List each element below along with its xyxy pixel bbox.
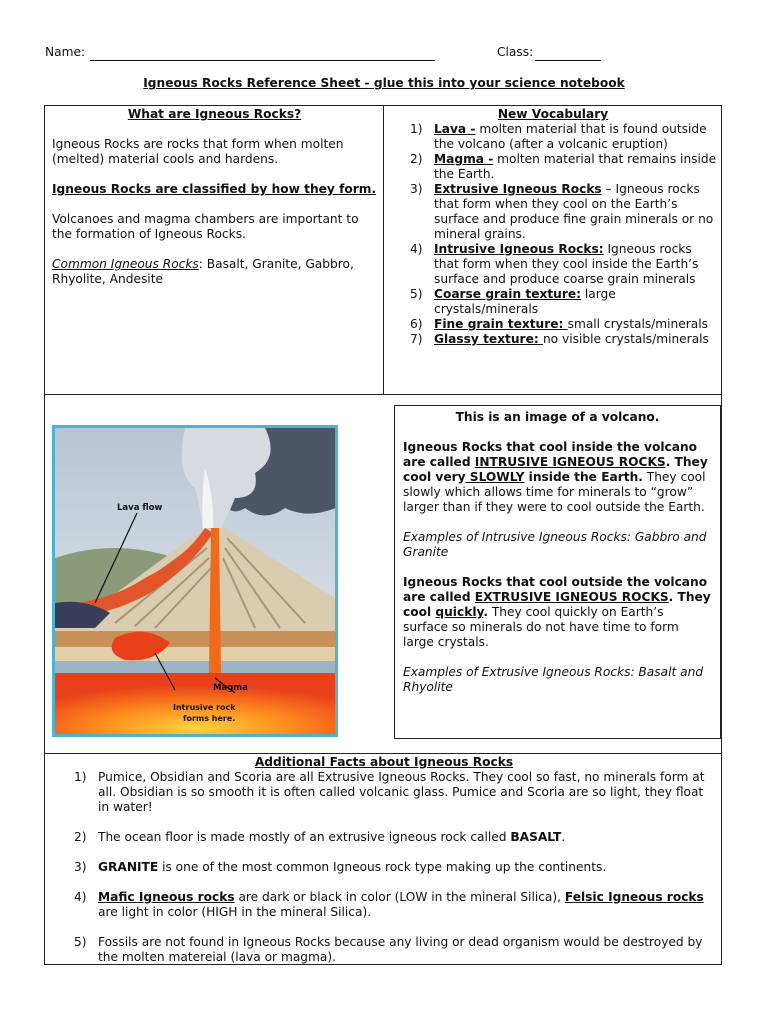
fact-number: 3) <box>74 860 87 874</box>
vocab-item <box>388 317 718 332</box>
intrusive-examples: Examples of Intrusive Igneous Rocks: Gabbro and Granite <box>403 530 707 559</box>
name-blank <box>90 60 435 61</box>
intrusive-label-line-2: forms here. <box>183 714 236 723</box>
fact-text: Fossils are not found in Igneous Rocks because any living or dead organism would be destroyed by the molten matereial (lava or magma). <box>98 935 703 964</box>
facts-list <box>52 770 716 965</box>
vocabulary-heading: New Vocabulary <box>497 107 609 121</box>
vocab-number: 7) <box>410 332 423 346</box>
extrusive-text: . They cool <box>403 590 711 619</box>
fact-item <box>52 890 716 920</box>
definition-text: Igneous Rocks are rocks that form when molten (melted) material cools and hardens. <box>52 137 344 166</box>
vocab-number: 1) <box>410 122 423 136</box>
fact-item <box>52 935 716 965</box>
common-rocks-label: Common Igneous Rocks <box>52 257 199 271</box>
page-title: Igneous Rocks Reference Sheet - glue this into your science notebook <box>143 76 625 90</box>
quickly-term: quickly <box>435 605 484 619</box>
fact-term: Felsic Igneous rocks <box>564 890 704 904</box>
fact-number: 5) <box>74 935 87 949</box>
vocab-definition: large crystals/minerals <box>434 287 616 316</box>
intrusive-label-line-1: Intrusive rock <box>173 703 236 712</box>
vocab-item <box>388 152 718 182</box>
intrusive-text: inside the Earth. <box>524 470 643 484</box>
fact-item <box>52 770 716 815</box>
info-heading: This is an image of a volcano. <box>455 410 660 424</box>
table-column-divider <box>383 105 384 395</box>
fact-text: The ocean floor is made mostly of an extrusive igneous rock called <box>98 830 511 844</box>
additional-facts-cell <box>52 755 716 980</box>
fact-number: 1) <box>74 770 87 784</box>
intrusive-text: Igneous Rocks that cool inside the volcano are called <box>403 440 698 469</box>
vocab-item <box>388 122 718 152</box>
extrusive-text: . <box>483 605 488 619</box>
extrusive-text: Igneous Rocks that cool outside the volcano are called <box>403 575 708 604</box>
vocab-item <box>388 332 718 347</box>
student-header <box>45 45 735 63</box>
lava-flow-label: Lava flow <box>117 503 163 513</box>
intrusive-paragraph <box>403 440 712 515</box>
fact-term: BASALT <box>510 830 562 844</box>
facts-heading: Additional Facts about Igneous Rocks <box>254 755 514 769</box>
vocab-number: 3) <box>410 182 423 196</box>
volcano-diagram <box>52 425 338 737</box>
name-label: Name: <box>45 45 86 59</box>
vocab-number: 4) <box>410 242 423 256</box>
fact-item <box>52 830 716 845</box>
intrusive-explanation: They cool slowly which allows time for minerals to “grow” larger than if they were to cool outside the Earth. <box>403 470 706 514</box>
vocab-definition: – Igneous rocks that form when they cool on the Earth’s surface and produce fine grain minerals or no mineral grains. <box>434 182 714 241</box>
intrusive-term: INTRUSIVE IGNEOUS ROCKS <box>474 455 666 469</box>
vocab-number: 6) <box>410 317 423 331</box>
volcano-importance-text: Volcanoes and magma chambers are important to the formation of Igneous Rocks. <box>52 212 359 241</box>
class-blank <box>535 60 601 61</box>
vocab-term: Glassy texture: <box>434 332 543 346</box>
slowly-term: SLOWLY <box>465 470 525 484</box>
classification-text: Igneous Rocks are classified by how they form. <box>52 182 377 196</box>
extrusive-examples: Examples of Extrusive Igneous Rocks: Basalt and Rhyolite <box>403 665 704 694</box>
vocab-definition: molten material that is found outside the volcano (after a volcanic eruption) <box>434 122 707 151</box>
vocab-number: 5) <box>410 287 423 301</box>
fact-term: Mafic Igneous rocks <box>98 890 235 904</box>
vocabulary-cell <box>388 107 718 347</box>
vocab-term: Coarse grain texture: <box>434 287 581 301</box>
vocab-item <box>388 242 718 287</box>
common-rocks-text <box>52 257 377 287</box>
extrusive-term: EXTRUSIVE IGNEOUS ROCKS <box>474 590 669 604</box>
fact-text: are light in color (HIGH in the mineral Silica). <box>98 905 372 919</box>
magma-label: Magma <box>213 683 248 693</box>
vocab-definition: no visible crystals/minerals <box>542 332 709 346</box>
fact-number: 4) <box>74 890 87 904</box>
fact-number: 2) <box>74 830 87 844</box>
table-divider-2 <box>44 753 722 754</box>
fact-text: is one of the most common Igneous rock type making up the continents. <box>158 860 607 874</box>
fact-text: Pumice, Obsidian and Scoria are all Extrusive Igneous Rocks. They cool so fast, no minerals form at all. Obsidian is so smooth it is often called volcanic glass. Pumice and Scoria are so light, they float in water! <box>98 770 705 814</box>
volcano-info-box <box>394 405 721 739</box>
volcano-illustration <box>55 428 335 734</box>
vocab-definition: molten material that remains inside the Earth. <box>434 152 717 181</box>
fact-text: . <box>561 830 566 844</box>
what-are-igneous-cell <box>52 107 377 287</box>
vocabulary-list <box>388 122 718 347</box>
extrusive-paragraph <box>403 575 712 650</box>
vocab-term: Fine grain texture: <box>434 317 568 331</box>
fact-text: are dark or black in color (LOW in the mineral Silica), <box>234 890 565 904</box>
vocab-item <box>388 287 718 317</box>
fact-item <box>52 860 716 875</box>
common-rocks-list: : Basalt, Granite, Gabbro, Rhyolite, Andesite <box>52 257 354 286</box>
vocab-term: Extrusive Igneous Rocks <box>434 182 602 196</box>
vocab-term: Lava - <box>434 122 476 136</box>
vocab-term: Magma - <box>434 152 494 166</box>
fact-term: GRANITE <box>98 860 159 874</box>
vocab-definition: Igneous rocks that form when they cool inside the Earth’s surface and produce coarse grain minerals <box>434 242 699 286</box>
vocab-term: Intrusive Igneous Rocks: <box>434 242 604 256</box>
vocab-item <box>388 182 718 242</box>
vocab-definition: small crystals/minerals <box>567 317 708 331</box>
vocab-number: 2) <box>410 152 423 166</box>
class-label: Class: <box>497 45 534 59</box>
extrusive-explanation: They cool quickly on Earth’s surface so minerals do not have time to form large crystals. <box>403 605 679 649</box>
intrusive-text: . They cool very <box>403 455 708 484</box>
what-are-igneous-heading: What are Igneous Rocks? <box>127 107 302 121</box>
